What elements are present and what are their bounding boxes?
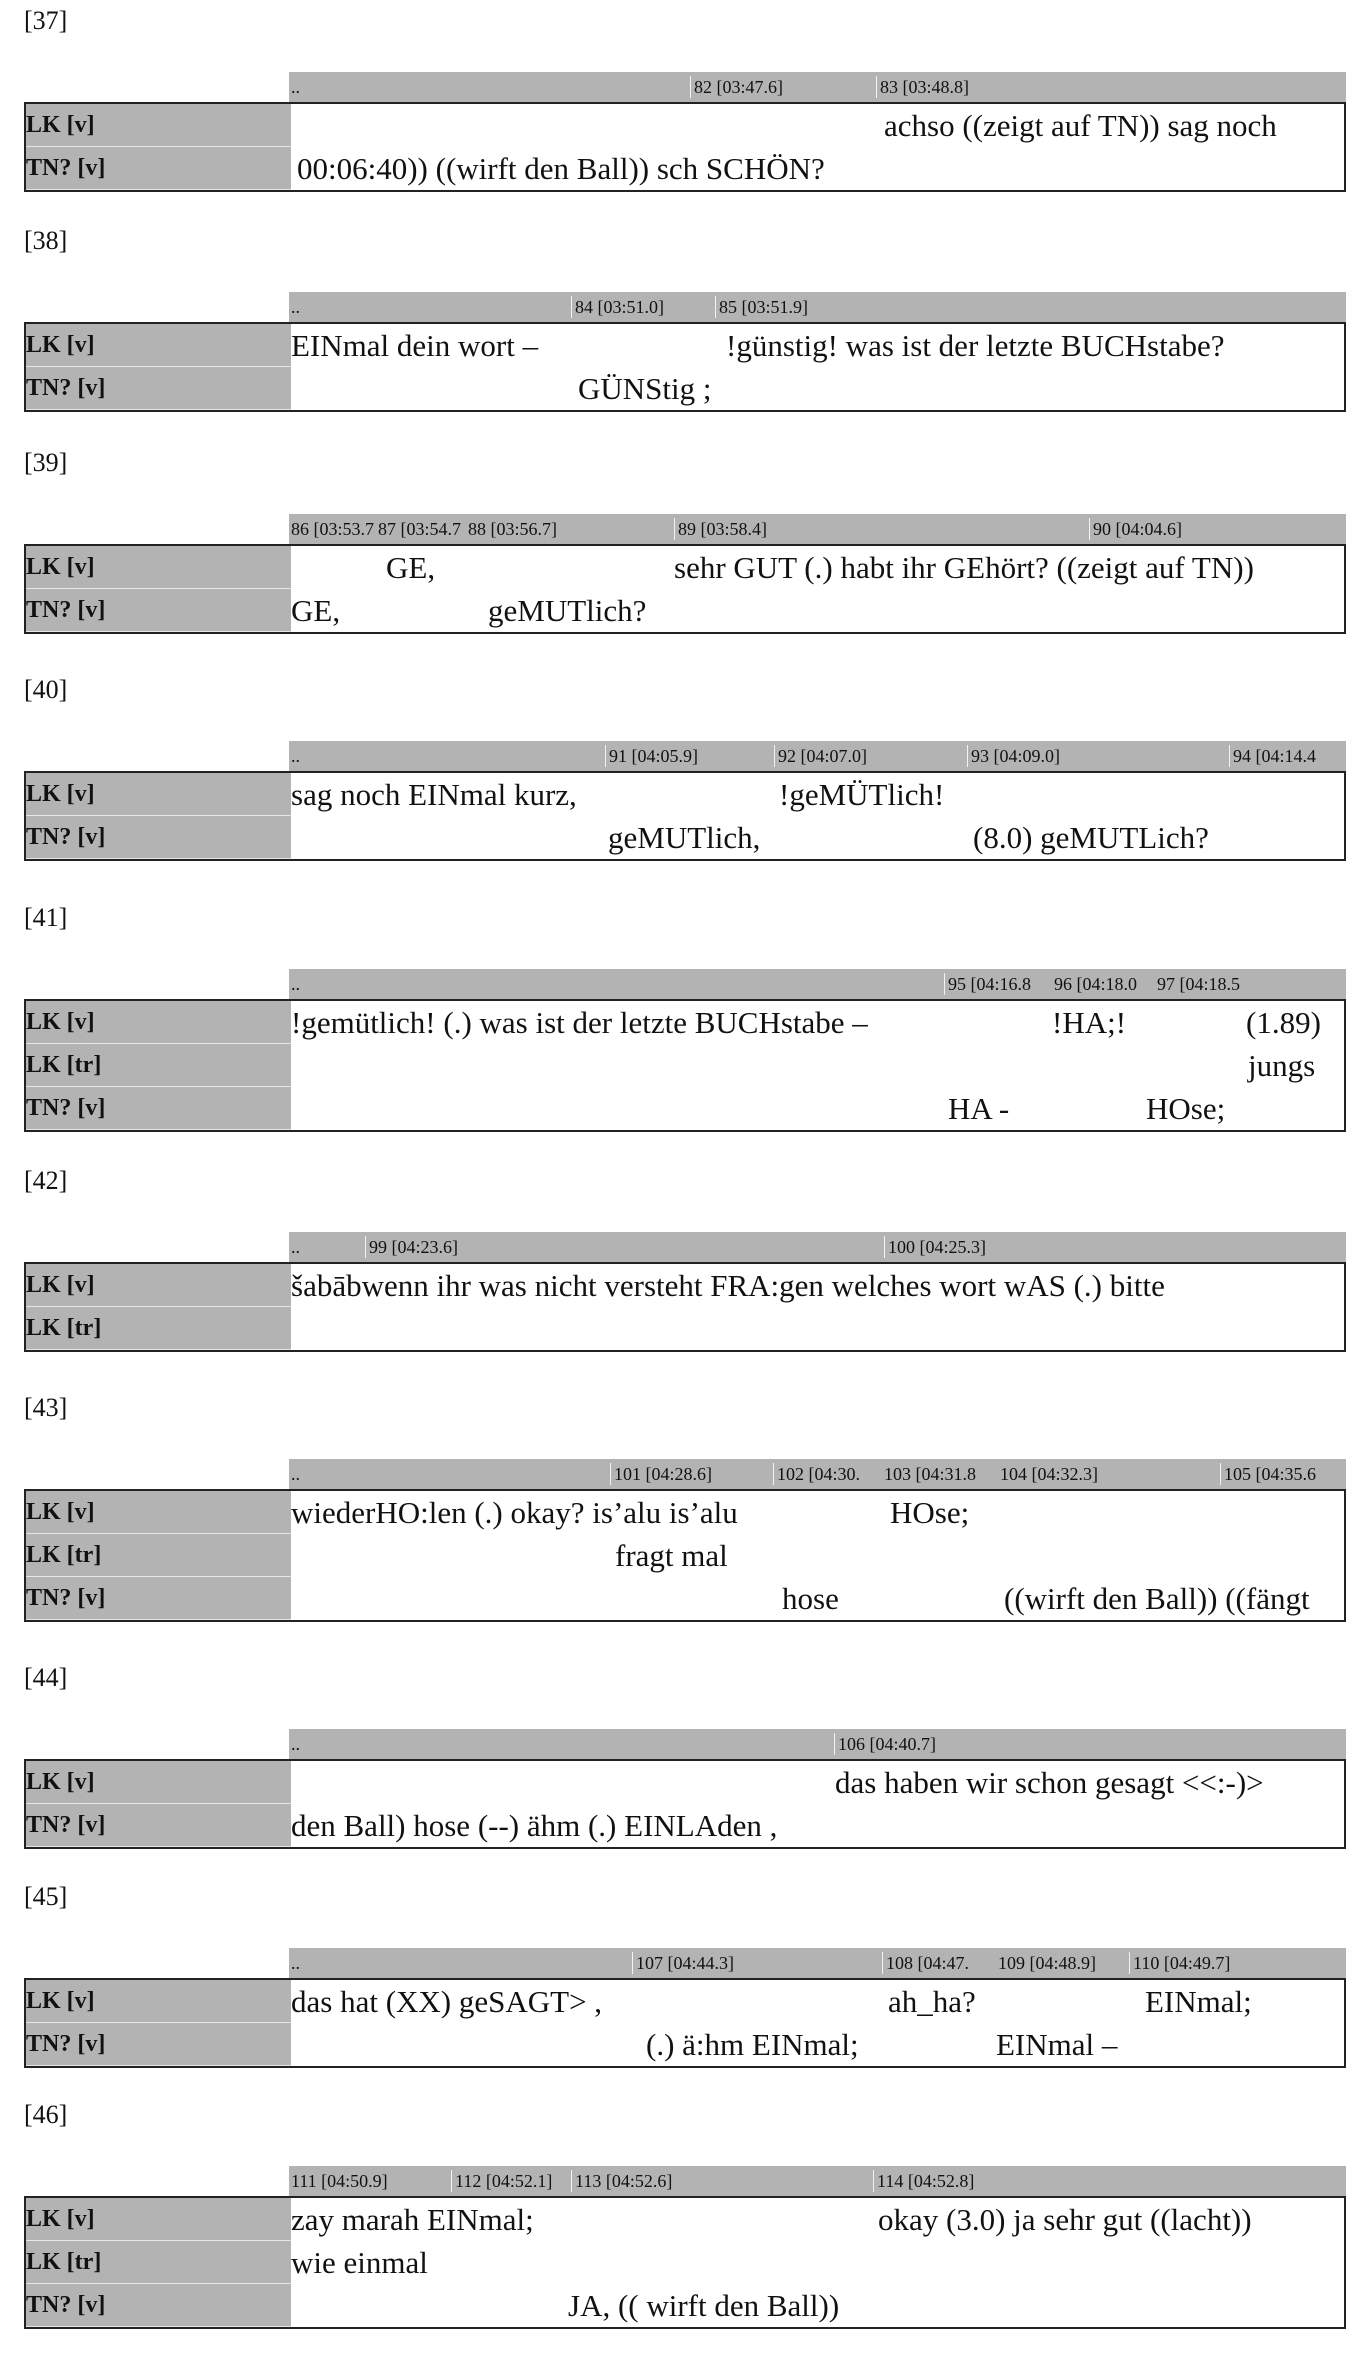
- speaker-label: TN? [v]: [26, 816, 291, 859]
- utterance: wie einmal: [291, 2245, 428, 2280]
- time-marker: ..: [291, 1953, 300, 1973]
- time-marker: 84 [03:51.0]: [571, 296, 664, 318]
- time-marker: 102 [04:30.: [773, 1463, 860, 1485]
- time-marker: 89 [03:58.4]: [674, 518, 767, 540]
- tier-row: [26, 147, 1344, 190]
- time-marker: 92 [04:07.0]: [774, 745, 867, 767]
- speaker-label: TN? [v]: [26, 367, 291, 410]
- utterance: šabābwenn ihr was nicht versteht FRA:gen welches wort wAS (.) bitte: [291, 1268, 1165, 1303]
- time-marker: 114 [04:52.8]: [873, 2170, 974, 2192]
- utterance: 00:06:40)) ((wirft den Ball)) sch SCHÖN?: [297, 151, 825, 186]
- timeline-bar: [289, 1459, 1346, 1489]
- speaker-label: TN? [v]: [26, 1804, 291, 1847]
- speaker-label: LK [v]: [26, 1264, 291, 1307]
- timeline-bar: [289, 2166, 1346, 2196]
- utterance: achso ((zeigt auf TN)) sag noch: [884, 108, 1277, 143]
- tier-rows: [24, 1759, 1346, 1849]
- speaker-label: LK [v]: [26, 2198, 291, 2241]
- time-marker: 88 [03:56.7]: [468, 519, 557, 539]
- speaker-label: LK [v]: [26, 1491, 291, 1534]
- tier-row: [26, 1761, 1344, 1804]
- tier-row: [26, 324, 1344, 367]
- time-marker: 83 [03:48.8]: [876, 76, 969, 98]
- time-marker: 103 [04:31.8: [884, 1464, 976, 1484]
- utterance: EINmal dein wort –: [291, 328, 539, 363]
- utterance: !günstig! was ist der letzte BUCHstabe?: [726, 328, 1225, 363]
- time-marker: 112 [04:52.1]: [451, 2170, 552, 2192]
- time-marker: ..: [291, 77, 300, 97]
- tier-rows: [24, 322, 1346, 412]
- utterance: das haben wir schon gesagt <<:-)>: [835, 1765, 1264, 1800]
- speaker-label: TN? [v]: [26, 1087, 291, 1130]
- utterance: zay marah EINmal;: [291, 2202, 534, 2237]
- block-number: [46]: [24, 2100, 68, 2129]
- tier-row: [26, 1804, 1344, 1847]
- utterance: EINmal;: [1145, 1984, 1252, 2019]
- utterance: GÜNStig ;: [578, 371, 712, 406]
- timeline-bar: [289, 1729, 1346, 1759]
- time-marker: 97 [04:18.5: [1157, 974, 1240, 994]
- time-marker: 87 [03:54.7: [378, 519, 461, 539]
- block-number: [42]: [24, 1166, 68, 1195]
- time-marker: 101 [04:28.6]: [610, 1463, 712, 1485]
- utterance: wiederHO:len (.) okay? is’alu is’alu: [291, 1495, 738, 1530]
- time-marker: 110 [04:49.7]: [1129, 1952, 1230, 1974]
- utterance: jungs: [1248, 1048, 1316, 1083]
- speaker-label: LK [v]: [26, 1001, 291, 1044]
- speaker-label: LK [v]: [26, 546, 291, 589]
- block-number: [45]: [24, 1882, 68, 1911]
- time-marker: 94 [04:14.4: [1229, 745, 1316, 767]
- time-marker: 93 [04:09.0]: [967, 745, 1060, 767]
- tier-row: [26, 367, 1344, 410]
- utterance: sehr GUT (.) habt ihr GEhört? ((zeigt auf TN)): [674, 550, 1254, 585]
- utterance: !HA;!: [1052, 1005, 1127, 1040]
- timeline-bar: [289, 514, 1346, 544]
- speaker-label: LK [tr]: [26, 1044, 291, 1087]
- utterance: ((wirft den Ball)) ((fängt: [1004, 1581, 1310, 1616]
- block-number: [37]: [24, 6, 68, 35]
- utterance: EINmal –: [996, 2027, 1118, 2062]
- speaker-label: TN? [v]: [26, 2023, 291, 2066]
- utterance: GE,: [291, 593, 341, 628]
- block-number: [43]: [24, 1393, 68, 1422]
- utterance: geMUTlich?: [488, 593, 647, 628]
- time-marker: 99 [04:23.6]: [365, 1236, 458, 1258]
- timeline-bar: [289, 1948, 1346, 1978]
- tier-rows: [24, 102, 1346, 192]
- speaker-label: TN? [v]: [26, 2284, 291, 2327]
- timeline-bar: [289, 969, 1346, 999]
- time-marker: ..: [291, 1237, 300, 1257]
- speaker-label: LK [v]: [26, 773, 291, 816]
- utterance: den Ball) hose (--) ähm (.) EINLAden ,: [291, 1808, 778, 1843]
- block-number: [39]: [24, 448, 68, 477]
- speaker-label: TN? [v]: [26, 589, 291, 632]
- time-marker: 91 [04:05.9]: [605, 745, 698, 767]
- tier-rows: [24, 771, 1346, 861]
- tier-row: [26, 2023, 1344, 2066]
- time-marker: 113 [04:52.6]: [571, 2170, 672, 2192]
- time-marker: 85 [03:51.9]: [715, 296, 808, 318]
- utterance: hose: [782, 1581, 839, 1616]
- timeline-bar: [289, 72, 1346, 102]
- utterance: sag noch EINmal kurz,: [291, 777, 577, 812]
- time-marker: 95 [04:16.8: [944, 973, 1031, 995]
- time-marker: 107 [04:44.3]: [632, 1952, 734, 1974]
- block-number: [40]: [24, 675, 68, 704]
- time-marker: 96 [04:18.0: [1054, 974, 1137, 994]
- speaker-label: TN? [v]: [26, 1577, 291, 1620]
- tier-row: [26, 104, 1344, 147]
- timeline-bar: [289, 741, 1346, 771]
- utterance: HA -: [948, 1091, 1010, 1126]
- speaker-label: LK [v]: [26, 1761, 291, 1804]
- utterance: JA, (( wirft den Ball)): [568, 2288, 840, 2323]
- timeline-bar: [289, 1232, 1346, 1262]
- time-marker: ..: [291, 1734, 300, 1754]
- tier-rows: [24, 544, 1346, 634]
- tier-row: [26, 1087, 1344, 1130]
- time-marker: ..: [291, 746, 300, 766]
- time-marker: 100 [04:25.3]: [884, 1236, 986, 1258]
- tier-row: [26, 1534, 1344, 1577]
- utterance: !gemütlich! (.) was ist der letzte BUCHstabe –: [291, 1005, 868, 1040]
- time-marker: ..: [291, 1464, 300, 1484]
- utterance: !geMÜTlich!: [779, 777, 945, 812]
- time-marker: ..: [291, 297, 300, 317]
- utterance: das hat (XX) geSAGT> ,: [291, 1984, 603, 2019]
- tier-row: [26, 1264, 1344, 1307]
- time-marker: 106 [04:40.7]: [834, 1733, 936, 1755]
- tier-rows: [24, 1489, 1346, 1622]
- tier-row: [26, 2284, 1344, 2327]
- utterance: okay (3.0) ja sehr gut ((lacht)): [878, 2202, 1252, 2237]
- utterance: fragt mal: [615, 1538, 728, 1573]
- tier-row: [26, 1980, 1344, 2023]
- time-marker: 86 [03:53.7: [291, 519, 374, 539]
- time-marker: 109 [04:48.9]: [998, 1953, 1096, 1973]
- speaker-label: LK [v]: [26, 1980, 291, 2023]
- time-marker: 108 [04:47.: [882, 1952, 969, 1974]
- utterance: geMUTlich,: [608, 820, 761, 855]
- time-marker: 111 [04:50.9]: [291, 2171, 388, 2191]
- tier-row: [26, 2241, 1344, 2284]
- tier-row: [26, 1001, 1344, 1044]
- tier-row: [26, 773, 1344, 816]
- block-number: [38]: [24, 226, 68, 255]
- tier-rows: [24, 1978, 1346, 2068]
- block-number: [44]: [24, 1663, 68, 1692]
- utterance: (.) ä:hm EINmal;: [646, 2027, 859, 2062]
- tier-row: [26, 816, 1344, 859]
- block-number: [41]: [24, 903, 68, 932]
- utterance: ah_ha?: [888, 1984, 976, 2019]
- timeline-bar: [289, 292, 1346, 322]
- time-marker: 82 [03:47.6]: [690, 76, 783, 98]
- speaker-label: LK [tr]: [26, 1307, 291, 1350]
- tier-row: [26, 2198, 1344, 2241]
- tier-row: [26, 589, 1344, 632]
- speaker-label: LK [tr]: [26, 1534, 291, 1577]
- utterance: HOse;: [890, 1495, 970, 1530]
- speaker-label: TN? [v]: [26, 147, 291, 190]
- tier-row: [26, 1307, 1344, 1350]
- speaker-label: LK [tr]: [26, 2241, 291, 2284]
- tier-row: [26, 1044, 1344, 1087]
- time-marker: 105 [04:35.6: [1220, 1463, 1316, 1485]
- utterance: (8.0) geMUTLich?: [973, 820, 1209, 855]
- speaker-label: LK [v]: [26, 324, 291, 367]
- tier-row: [26, 1491, 1344, 1534]
- tier-row: [26, 1577, 1344, 1620]
- time-marker: ..: [291, 974, 300, 994]
- time-marker: 90 [04:04.6]: [1089, 518, 1182, 540]
- tier-rows: [24, 1262, 1346, 1352]
- tier-rows: [24, 2196, 1346, 2329]
- tier-rows: [24, 999, 1346, 1132]
- tier-row: [26, 546, 1344, 589]
- speaker-label: LK [v]: [26, 104, 291, 147]
- utterance: HOse;: [1146, 1091, 1226, 1126]
- utterance: (1.89): [1246, 1005, 1321, 1040]
- utterance: GE,: [386, 550, 436, 585]
- time-marker: 104 [04:32.3]: [1000, 1464, 1098, 1484]
